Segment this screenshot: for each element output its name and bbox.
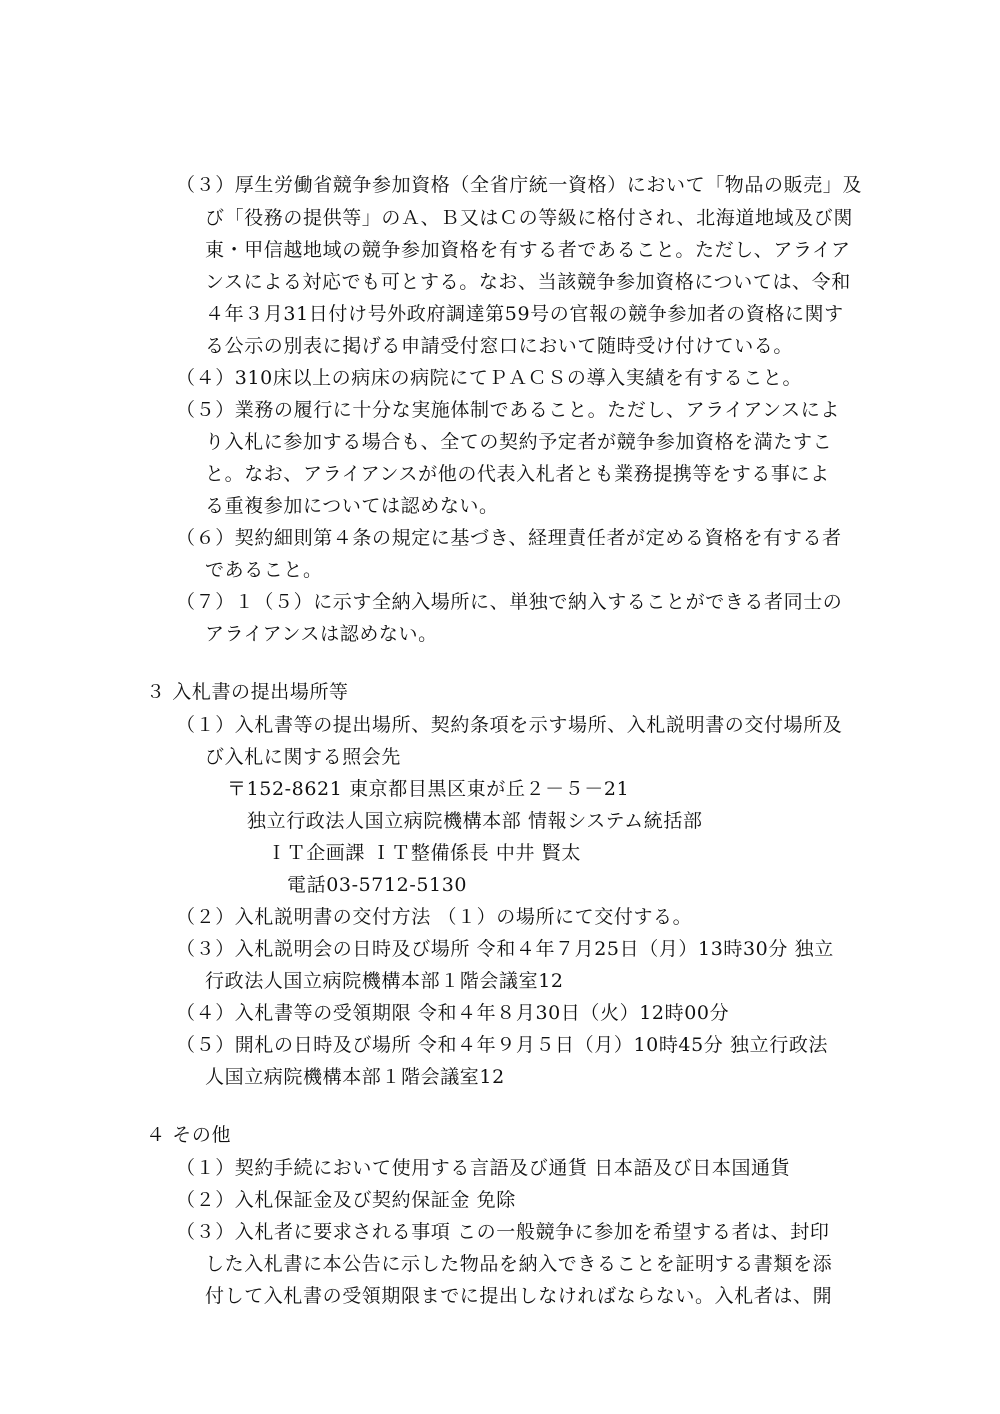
item-3-5-line-2: 人国立病院機構本部１階会議室12 [205,1066,505,1088]
item-3-2-line-1: （２）入札説明書の交付方法 （１）の場所にて交付する。 [176,906,693,928]
section-3-heading: ３ 入札書の提出場所等 [146,681,349,703]
item-3-3-line-1: （３）入札説明会の日時及び場所 令和４年７月25日（月）13時30分 独立 [176,938,834,960]
item-2-5-line-4: る重複参加については認めない。 [205,495,499,517]
item-2-4-line-1: （４）310床以上の病床の病院にてＰＡＣＳの導入実績を有すること。 [176,367,803,389]
item-3-3-line-2: 行政法人国立病院機構本部１階会議室12 [205,970,564,992]
item-2-3-line-4: ンスによる対応でも可とする。なお、当該競争参加資格については、令和 [205,271,851,293]
item-4-3-line-2: した入札書に本公告に示した物品を納入できることを証明する書類を添 [205,1253,833,1275]
section-4-heading: ４ その他 [146,1124,232,1146]
item-2-3-line-1: （３）厚生労働省競争参加資格（全省庁統一資格）において「物品の販売」及 [176,174,863,196]
address-org: 独立行政法人国立病院機構本部 情報システム統括部 [247,810,703,832]
item-2-3-line-5: ４年３月31日付け号外政府調達第59号の官報の競争参加者の資格に関す [205,303,844,325]
item-3-5-line-1: （５）開札の日時及び場所 令和４年９月５日（月）10時45分 独立行政法 [176,1034,829,1056]
item-2-5-line-1: （５）業務の履行に十分な実施体制であること。ただし、アライアンスによ [176,399,840,421]
item-2-5-line-3: と。なお、アライアンスが他の代表入札者とも業務提携等をする事によ [205,463,830,485]
item-3-1-line-2: び入札に関する照会先 [205,746,402,768]
item-4-3-line-3: 付して入札書の受領期限までに提出しなければならない。入札者は、開 [205,1285,833,1307]
item-2-5-line-2: り入札に参加する場合も、全ての契約予定者が競争参加資格を満たすこ [205,431,833,453]
item-3-1-line-1: （１）入札書等の提出場所、契約条項を示す場所、入札説明書の交付場所及 [176,714,843,736]
item-2-3-line-3: 東・甲信越地域の競争参加資格を有する者であること。ただし、アライア [205,239,851,261]
item-4-1-line-1: （１）契約手続において使用する言語及び通貨 日本語及び日本国通貨 [176,1157,791,1179]
item-4-2-line-1: （２）入札保証金及び契約保証金 免除 [176,1189,516,1211]
item-2-7-line-1: （７）１（５）に示す全納入場所に、単独で納入することができる者同士の [176,591,843,613]
item-4-3-line-1: （３）入札者に要求される事項 この一般競争に参加を希望する者は、封印 [176,1221,830,1243]
item-2-6-line-2: であること。 [205,559,323,581]
item-2-3-line-2: び「役務の提供等」のＡ、Ｂ又はＣの等級に格付され、北海道地域及び関 [205,207,853,229]
item-2-7-line-2: アライアンスは認めない。 [205,623,438,645]
address-phone: 電話03-5712-5130 [287,874,468,896]
item-2-3-line-6: る公示の別表に掲げる申請受付窓口において随時受け付けている。 [205,335,794,357]
address-postal: 〒152-8621 東京都目黒区東が丘２－５－21 [227,778,630,800]
item-3-4-line-1: （４）入札書等の受領期限 令和４年８月30日（火）12時00分 [176,1002,730,1024]
address-contact: ＩＴ企画課 ＩＴ整備係長 中井 賢太 [267,842,581,864]
item-2-6-line-1: （６）契約細則第４条の規定に基づき、経理責任者が定める資格を有する者 [176,527,842,549]
